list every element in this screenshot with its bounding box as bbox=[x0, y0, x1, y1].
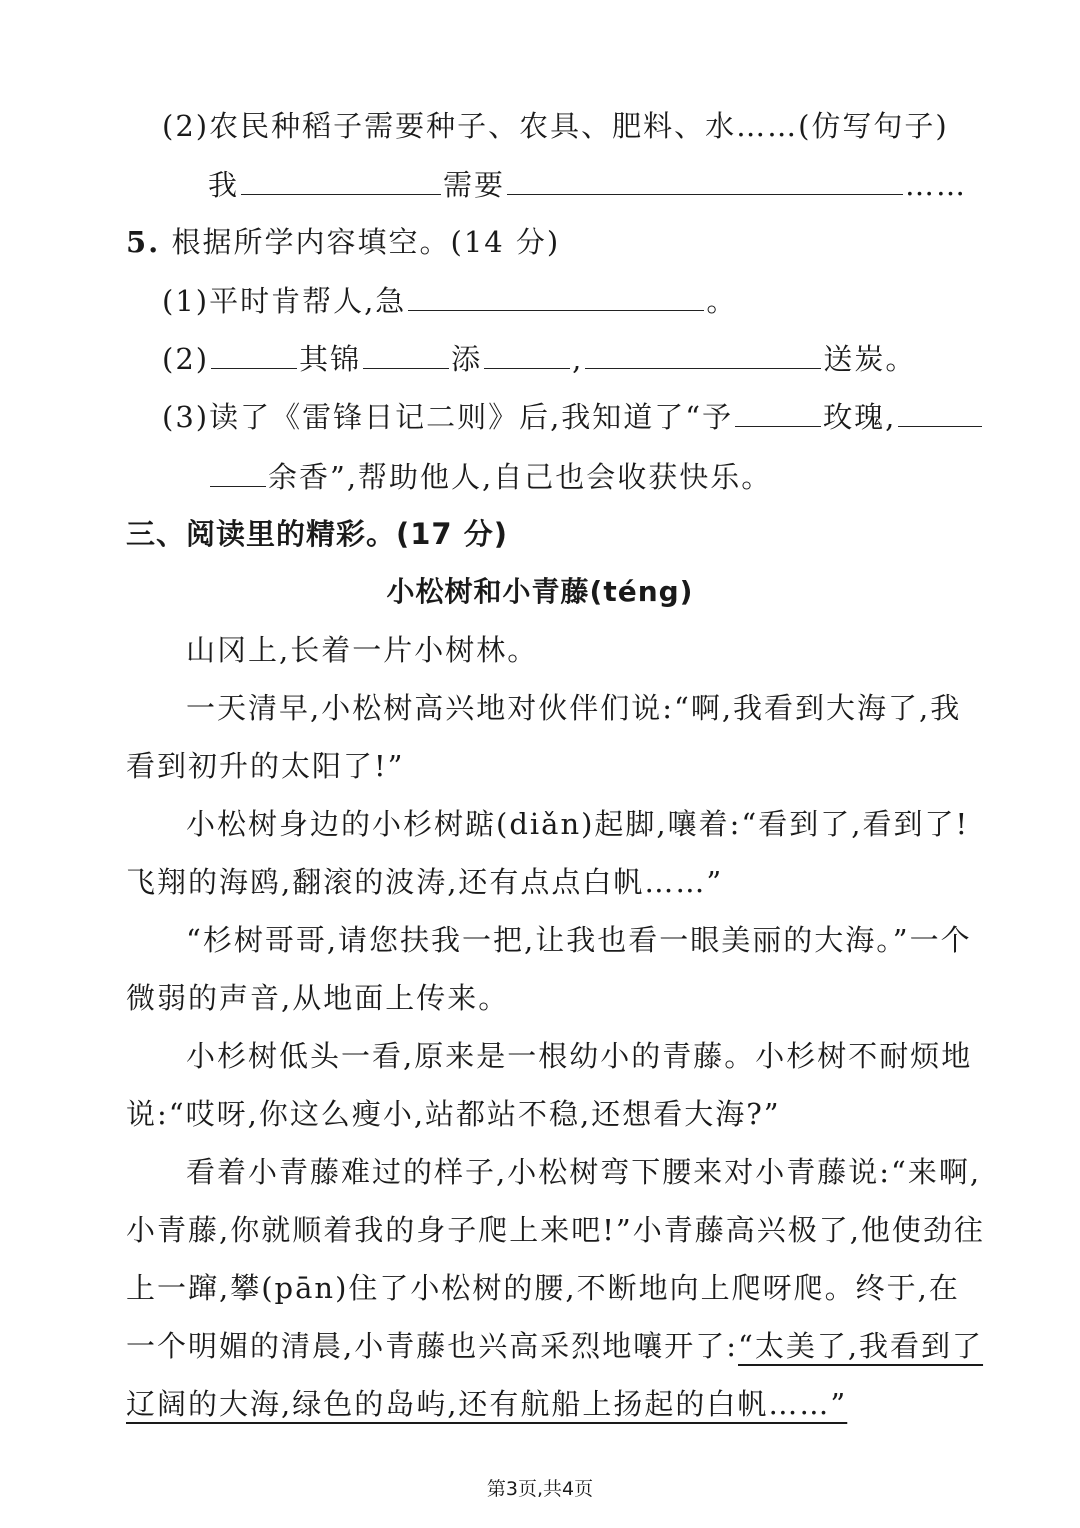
answer-blank[interactable] bbox=[735, 396, 821, 427]
q5-item3-line2 bbox=[208, 456, 772, 497]
passage-line: 看着小青藤难过的样子,小松树弯下腰来对小青藤说:“来啊, bbox=[186, 1155, 982, 1189]
passage-line: 小杉树低头一看,原来是一根幼小的青藤。小杉树不耐烦地 bbox=[186, 1039, 973, 1073]
underlined-sentence: 辽阔的大海,绿色的岛屿,还有航船上扬起的白帆……” bbox=[126, 1387, 848, 1421]
passage-line: 上一蹿,攀(pān)住了小松树的腰,不断地向上爬呀爬。终于,在 bbox=[126, 1271, 960, 1305]
q5-item3 bbox=[162, 396, 984, 437]
q5-item2-w2: 添 bbox=[451, 342, 483, 376]
passage-line: 微弱的声音,从地面上传来。 bbox=[126, 981, 510, 1015]
answer-blank[interactable] bbox=[507, 164, 903, 195]
q4-answer-start: 我 bbox=[208, 168, 240, 202]
passage-line: 看到初升的太阳了!” bbox=[126, 749, 405, 783]
passage-line: 飞翔的海鸥,翻滚的波涛,还有点点白帆……” bbox=[126, 865, 724, 899]
q4-answer-mid: 需要 bbox=[443, 168, 506, 202]
q5-item2-w4: 送炭。 bbox=[823, 342, 917, 376]
q5-item2-w3: , bbox=[572, 342, 584, 376]
passage-line bbox=[126, 1384, 847, 1424]
page-number: 第3页,共4页 bbox=[486, 1478, 594, 1500]
answer-blank[interactable] bbox=[211, 338, 297, 369]
passage-line: “杉树哥哥,请您扶我一把,让我也看一眼美丽的大海。”一个 bbox=[186, 923, 972, 957]
answer-blank[interactable] bbox=[363, 338, 449, 369]
answer-blank[interactable] bbox=[210, 456, 266, 487]
q4-answer-end: …… bbox=[905, 168, 968, 202]
passage-line: 小青藤,你就顺着我的身子爬上来吧!”小青藤高兴极了,他使劲往 bbox=[126, 1213, 985, 1247]
passage-line: 山冈上,长着一片小树林。 bbox=[186, 633, 539, 667]
q5-heading bbox=[126, 222, 560, 262]
section3-heading: 三、阅读里的精彩。(17 分) bbox=[126, 517, 508, 551]
q5-item1-text: (1)平时肯帮人,急 bbox=[162, 284, 407, 318]
q5-item2-label: (2) bbox=[162, 342, 210, 376]
passage-line13-plain: 一个明媚的清晨,小青藤也兴高采烈地嚷开了: bbox=[126, 1329, 738, 1363]
answer-blank[interactable] bbox=[408, 280, 704, 311]
q5-title: 根据所学内容填空。(14 分) bbox=[171, 225, 561, 259]
passage-line: 小松树身边的小杉树踮(diǎn)起脚,嚷着:“看到了,看到了! bbox=[186, 807, 970, 841]
q5-item3-text: (3)读了《雷锋日记二则》后,我知道了“予 bbox=[162, 400, 734, 434]
q4-item2-prompt: (2)农民种稻子需要种子、农具、肥料、水……(仿写句子) bbox=[162, 109, 949, 143]
q5-item3-w1: 玫瑰, bbox=[823, 400, 897, 434]
answer-blank[interactable] bbox=[484, 338, 570, 369]
passage-title: 小松树和小青藤(téng) bbox=[386, 575, 694, 608]
q5-item2-w1: 其锦 bbox=[299, 342, 362, 376]
underlined-sentence: “太美了,我看到了 bbox=[738, 1329, 984, 1363]
passage-line: 说:“哎呀,你这么瘦小,站都站不稳,还想看大海?” bbox=[126, 1097, 781, 1131]
q5-item3-line2-text: 余香”,帮助他人,自己也会收获快乐。 bbox=[268, 460, 773, 494]
passage-line bbox=[126, 1326, 983, 1366]
passage-line: 一天清早,小松树高兴地对伙伴们说:“啊,我看到大海了,我 bbox=[186, 691, 962, 725]
q5-number: 5. bbox=[126, 225, 161, 259]
q4-item2-answer-line bbox=[208, 164, 967, 205]
q5-item1-end: 。 bbox=[706, 284, 738, 318]
answer-blank[interactable] bbox=[241, 164, 441, 195]
q5-item1 bbox=[162, 280, 737, 321]
answer-blank[interactable] bbox=[898, 396, 982, 427]
q5-item2 bbox=[162, 338, 916, 379]
answer-blank[interactable] bbox=[585, 338, 821, 369]
